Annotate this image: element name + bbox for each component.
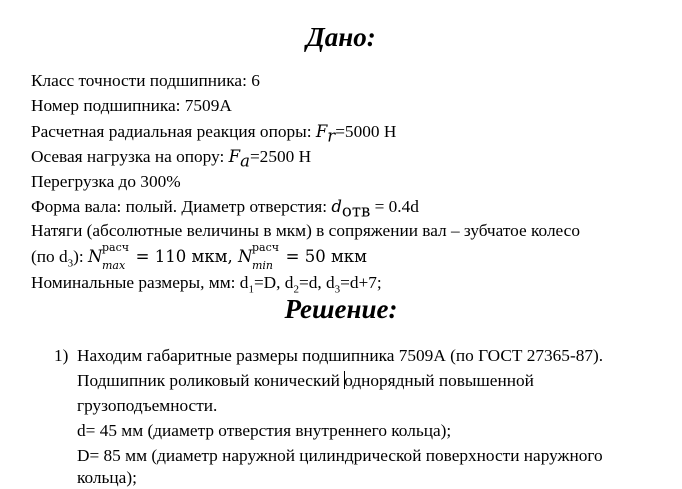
nominal-label: Номинальные размеры, мм: d: [31, 273, 249, 292]
interference-prefix: (по d: [31, 247, 68, 266]
nmax-value: = 110 мкм,: [130, 247, 238, 266]
shaft-subscript: отв: [341, 201, 371, 221]
nmax-subscript: max: [102, 259, 126, 272]
radial-reaction-label: Расчетная радиальная реакция опоры:: [31, 122, 316, 141]
solution-line-1: Находим габаритные размеры подшипника 7509А (по ГОСТ 27365-87).: [77, 346, 604, 365]
shaft-line: [31, 196, 419, 221]
nmin-value: = 50 мкм: [280, 247, 367, 266]
nmin-subscript: min: [251, 259, 274, 272]
interference-prefix-subscript: 3: [67, 257, 74, 270]
interference-line-2: [31, 241, 367, 272]
axial-load-subscript: a: [240, 151, 250, 171]
radial-reaction-subscript: r: [327, 126, 336, 146]
shaft-value: = 0.4d: [370, 197, 419, 216]
nominal-subscript-3: 3: [334, 283, 341, 296]
nominal-mid-1: =D, d: [253, 273, 294, 292]
nmin-symbol: N: [237, 247, 253, 266]
axial-load-value: =2500 Н: [249, 147, 312, 166]
shaft-label: Форма вала: полый. Диаметр отверстия:: [31, 197, 332, 216]
overload-line: Перегрузка до 300%: [31, 172, 181, 191]
nmax-formula: [88, 241, 130, 272]
given-title: Дано:: [306, 22, 376, 52]
nmax-superscript: расч: [102, 241, 130, 254]
nominal-subscript-1: 1: [248, 283, 254, 296]
radial-reaction-symbol: F: [315, 122, 328, 141]
axial-load-symbol: F: [228, 147, 241, 166]
nmin-superscript: расч: [251, 241, 280, 254]
nominal-mid-2: =d, d: [298, 273, 335, 292]
list-item-number: 1): [54, 346, 69, 365]
interference-prefix-end: ):: [73, 247, 88, 266]
solution-line-2: [77, 370, 534, 392]
nominal-subscript-2: 2: [293, 283, 299, 296]
solution-line-4: d= 45 мм (диаметр отверстия внутреннего кольца);: [77, 421, 452, 440]
shaft-symbol: d: [331, 197, 342, 216]
solution-title: Решение:: [284, 294, 398, 324]
interference-line-1: Натяги (абсолютные величины в мкм) в сопряжении вал – зубчатое колесо: [31, 221, 580, 240]
nominal-sizes-line: [31, 272, 382, 294]
nmin-formula: [237, 241, 280, 272]
solution-line-3: грузоподъемности.: [77, 396, 218, 415]
axial-load-line: [31, 146, 312, 171]
radial-reaction-line: [31, 121, 397, 146]
solution-line-2-part-b: однорядный повышенной: [344, 371, 534, 390]
nmax-symbol: N: [88, 247, 103, 266]
nominal-end: =d+7;: [340, 273, 382, 292]
solution-line-6: кольца);: [77, 468, 137, 487]
solution-line-5: D= 85 мм (диаметр наружной цилиндрической поверхности наружного: [77, 446, 603, 465]
axial-load-label: Осевая нагрузка на опору:: [31, 147, 229, 166]
bearing-number-line: Номер подшипника: 7509А: [31, 96, 232, 115]
accuracy-class-line: Класс точности подшипника: 6: [31, 71, 260, 90]
radial-reaction-value: =5000 Н: [335, 122, 397, 141]
solution-line-2-part-a: Подшипник роликовый конический: [77, 371, 340, 390]
